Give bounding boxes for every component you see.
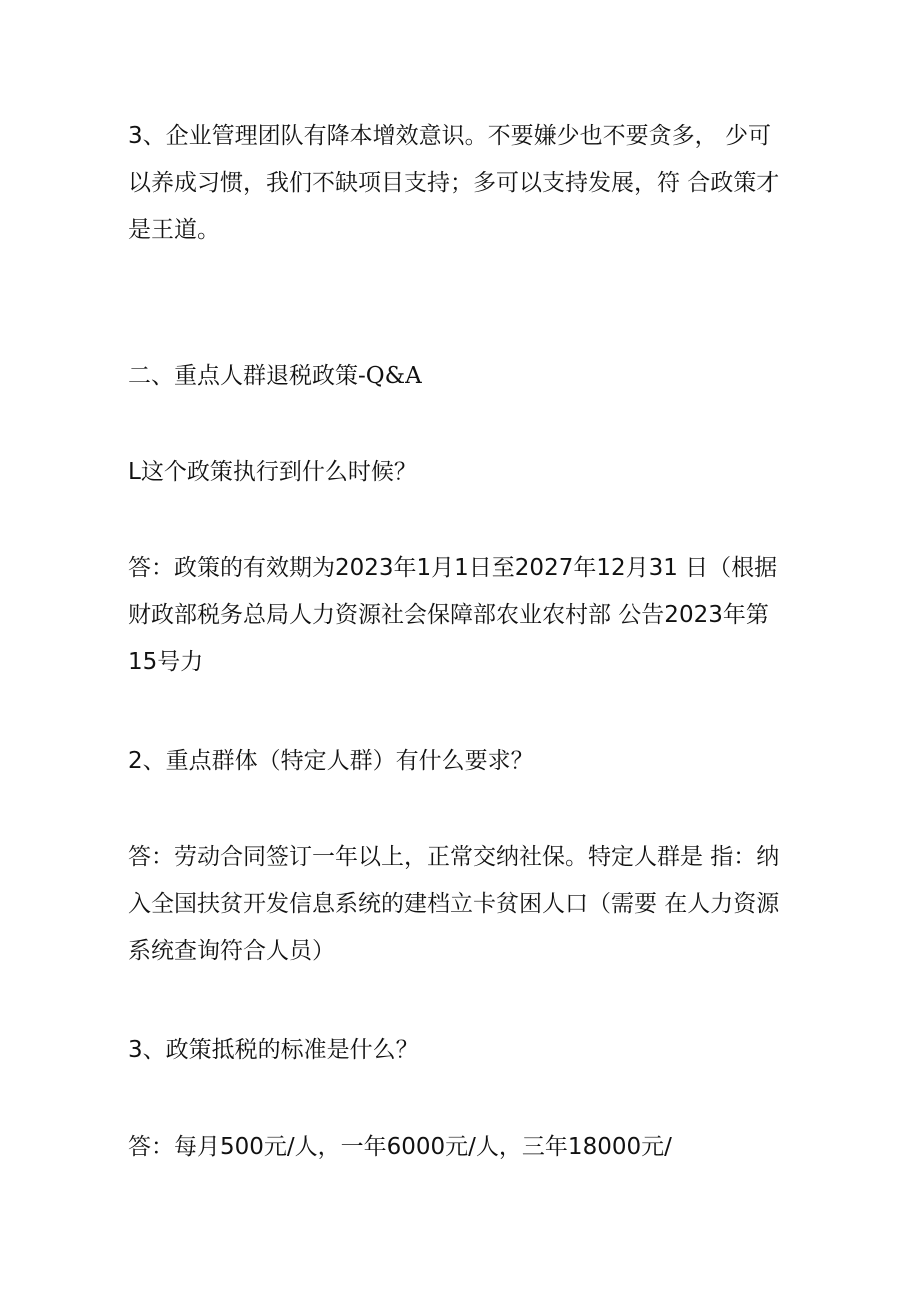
- question-3: 3、政策抵税的标准是什么？: [128, 1037, 419, 1063]
- paragraph-line: 15号力: [128, 649, 204, 675]
- answer-1: [128, 545, 796, 686]
- paragraph-line: 入全国扶贫开发信息系统的建档立卡贫困人口（需要 在人力资源: [128, 891, 780, 917]
- question-2: 2、重点群体（特定人群）有什么要求？: [128, 748, 534, 774]
- paragraph-line: 3、企业管理团队有降本增效意识。不要嫌少也不要贪多， 少可: [128, 123, 771, 149]
- paragraph-line: 是王道。: [128, 217, 220, 243]
- section-title: 二、重点人群退税政策-Q&A: [128, 363, 422, 389]
- answer-3: 答：每月500元/人，一年6000元/人，三年18000元/: [128, 1134, 672, 1160]
- paragraph-line: 财政部税务总局人力资源社会保障部农业农村部 公告2023年第: [128, 602, 769, 628]
- question-1: L这个政策执行到什么时候？: [128, 459, 417, 485]
- paragraph-line: 答：劳动合同签订一年以上，正常交纳社保。特定人群是 指：纳: [128, 844, 780, 870]
- paragraph-line: 系统查询符合人员）: [128, 938, 335, 964]
- answer-2: [128, 834, 796, 975]
- paragraph-line: 答：政策的有效期为2023年1月1日至2027年12月31 日（根据: [128, 555, 778, 581]
- paragraph-line: 以养成习惯，我们不缺项目支持；多可以支持发展，符 合政策才: [128, 170, 780, 196]
- paragraph-intro-3: [128, 113, 796, 254]
